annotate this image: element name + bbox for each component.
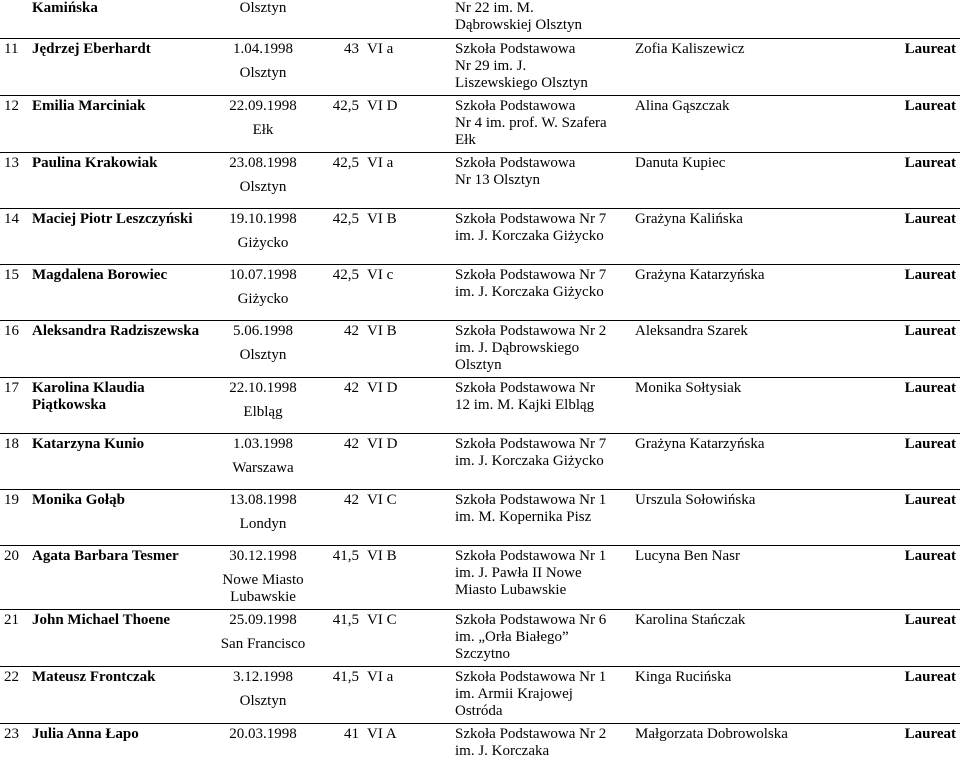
birth-date-city [211,208,315,264]
class-label: VI C [363,609,451,666]
class-label: VI a [363,666,451,723]
row-number: 20 [0,545,28,609]
award-badge: Laureat [838,95,960,152]
school-line: Szkoła Podstawowa [455,154,576,171]
class-label: VI c [363,264,451,320]
birth-city: Warszawa [232,459,294,476]
birth-city: Olsztyn [239,178,287,195]
birth-city: Olsztyn [239,0,287,16]
points: 41 [315,723,363,763]
award-badge: Laureat [838,609,960,666]
teacher-name [631,0,838,38]
class-label: VI B [363,208,451,264]
birth-city: Nowe Miasto Lubawskie [222,571,304,605]
teacher-name: Alina Gąszczak [631,95,838,152]
teacher-name: Zofia Kaliszewicz [631,38,838,95]
birth-date-city [211,152,315,208]
school-name [451,95,631,152]
birth-date: 1.04.1998 [233,40,293,57]
points: 42 [315,433,363,489]
birth-date-city [211,320,315,377]
award-badge: Laureat [838,264,960,320]
teacher-name: Lucyna Ben Nasr [631,545,838,609]
school-line: im. J. Korczaka Giżycko [455,452,604,469]
table-row [0,95,960,152]
table-row [0,433,960,489]
school-line: Szkoła Podstawowa [455,40,576,57]
teacher-name: Monika Sołtysiak [631,377,838,433]
table-row [0,545,960,609]
school-line: Nr 4 im. prof. W. Szafera [455,114,607,131]
award-badge: Laureat [838,208,960,264]
school-name [451,666,631,723]
school-line: Szczytno [455,645,510,662]
school-line: Liszewskiego Olsztyn [455,74,588,91]
award-badge: Laureat [838,723,960,763]
student-name: Agata Barbara Tesmer [28,545,211,609]
school-line: Szkoła Podstawowa Nr 2 [455,725,607,742]
row-number: 16 [0,320,28,377]
school-name [451,152,631,208]
school-line: Dąbrowskiej Olsztyn [455,17,583,33]
points: 41,5 [315,666,363,723]
row-number: 18 [0,433,28,489]
teacher-name: Grażyna Kalińska [631,208,838,264]
birth-city: Giżycko [237,290,289,307]
birth-date: 3.12.1998 [233,668,293,685]
birth-date-city [211,377,315,433]
points: 42,5 [315,264,363,320]
school-line: Szkoła Podstawowa Nr 7 [455,210,607,227]
row-number: 14 [0,208,28,264]
school-line: Nr 29 im. J. [455,57,527,74]
class-label: VI D [363,95,451,152]
birth-city: Ełk [252,121,274,138]
class-label: VI C [363,489,451,545]
birth-date-city [211,38,315,95]
school-name [451,723,631,763]
teacher-name: Aleksandra Szarek [631,320,838,377]
school-line: 12 im. M. Kajki Elbląg [455,396,595,413]
teacher-name: Karolina Stańczak [631,609,838,666]
table-row [0,489,960,545]
school-name [451,377,631,433]
school-line: im. „Orła Białego” [455,628,569,645]
school-line: im. J. Korczaka [455,742,550,759]
student-name: Magdalena Borowiec [28,264,211,320]
birth-date: 30.12.1998 [229,547,297,564]
birth-date: 25.09.1998 [229,611,297,628]
birth-date-city [211,0,315,38]
award-badge: Laureat [838,320,960,377]
school-name [451,264,631,320]
school-line: Nr 22 im. M. [455,0,534,16]
points [315,0,363,38]
award-badge [838,0,960,38]
class-label: VI B [363,545,451,609]
school-line: im. J. Dąbrowskiego [455,339,580,356]
school-name [451,208,631,264]
points: 42,5 [315,95,363,152]
school-name [451,489,631,545]
award-badge: Laureat [838,38,960,95]
table-row [0,723,960,763]
school-line: Szkoła Podstawowa Nr 7 [455,435,607,452]
school-line: Ostróda [455,702,503,719]
birth-date: 20.03.1998 [229,725,297,742]
school-line: im. Armii Krajowej [455,685,573,702]
row-number: 11 [0,38,28,95]
award-badge: Laureat [838,377,960,433]
school-line: Ełk [455,131,476,148]
school-line: Szkoła Podstawowa Nr 1 [455,491,607,508]
table-row [0,208,960,264]
school-name [451,0,631,38]
school-line: Szkoła Podstawowa Nr 2 [455,322,607,339]
award-badge: Laureat [838,489,960,545]
table-row [0,38,960,95]
award-badge: Laureat [838,545,960,609]
student-name: Julia Anna Łapo [28,723,211,763]
row-number: 15 [0,264,28,320]
table-row [0,320,960,377]
row-number: 22 [0,666,28,723]
birth-date-city [211,489,315,545]
points: 42 [315,320,363,377]
table-row [0,264,960,320]
student-name: Maciej Piotr Leszczyński [28,208,211,264]
teacher-name: Grażyna Katarzyńska [631,264,838,320]
school-line: Olsztyn [455,356,502,373]
student-name: Aleksandra Radziszewska [28,320,211,377]
birth-date-city [211,545,315,609]
birth-date: 1.03.1998 [233,435,293,452]
student-name: Monika Gołąb [28,489,211,545]
points: 42,5 [315,208,363,264]
student-name: Kamińska [32,0,98,16]
birth-date: 19.10.1998 [229,210,297,227]
teacher-name: Grażyna Katarzyńska [631,433,838,489]
birth-date-city [211,666,315,723]
birth-date: 13.08.1998 [229,491,297,508]
school-name [451,320,631,377]
table-row [0,609,960,666]
school-line: im. J. Korczaka Giżycko [455,227,604,244]
row-number: 12 [0,95,28,152]
row-number: 17 [0,377,28,433]
school-name [451,609,631,666]
class-label: VI D [363,433,451,489]
birth-city: Elbląg [243,403,283,420]
birth-date: 10.07.1998 [229,266,297,283]
school-line: Szkoła Podstawowa Nr [455,379,595,396]
school-line: Miasto Lubawskie [455,581,567,598]
row-number: 21 [0,609,28,666]
points: 42,5 [315,152,363,208]
points: 42 [315,377,363,433]
table-row [0,152,960,208]
school-line: Szkoła Podstawowa Nr 7 [455,266,607,283]
birth-date-city [211,723,315,763]
student-name: Katarzyna Kunio [28,433,211,489]
school-line: Nr 13 Olsztyn [455,171,540,188]
table-row [0,0,960,38]
birth-city: Giżycko [237,234,289,251]
school-line: Szkoła Podstawowa Nr 1 [455,668,607,685]
birth-date-city [211,95,315,152]
points: 42 [315,489,363,545]
birth-date-city [211,264,315,320]
class-label: VI D [363,377,451,433]
school-line: im. J. Pawła II Nowe [455,564,582,581]
birth-date: 22.09.1998 [229,97,297,114]
award-badge: Laureat [838,666,960,723]
row-number: 19 [0,489,28,545]
school-line: im. J. Korczaka Giżycko [455,283,604,300]
award-badge: Laureat [838,152,960,208]
student-name: Karolina Klaudia Piątkowska [28,377,211,433]
table-row [0,666,960,723]
class-label [363,0,451,38]
points: 41,5 [315,609,363,666]
school-line: Szkoła Podstawowa Nr 6 [455,611,607,628]
class-label: VI a [363,152,451,208]
teacher-name: Małgorzata Dobrowolska [631,723,838,763]
student-name: Jędrzej Eberhardt [28,38,211,95]
birth-city: Londyn [239,515,287,532]
row-number [0,0,28,38]
birth-city: Olsztyn [239,64,287,81]
table-row [0,377,960,433]
class-label: VI A [363,723,451,763]
birth-city: Olsztyn [239,346,287,363]
birth-city: Olsztyn [239,692,287,709]
student-name: John Michael Thoene [28,609,211,666]
points: 43 [315,38,363,95]
school-line: Szkoła Podstawowa Nr 1 [455,547,607,564]
points: 41,5 [315,545,363,609]
birth-date: 23.08.1998 [229,154,297,171]
school-line: im. M. Kopernika Pisz [455,508,592,525]
birth-city: San Francisco [220,635,306,652]
teacher-name: Danuta Kupiec [631,152,838,208]
student-name: Mateusz Frontczak [28,666,211,723]
birth-date-city [211,433,315,489]
birth-date: 22.10.1998 [229,379,297,396]
teacher-name: Urszula Sołowińska [631,489,838,545]
school-name [451,433,631,489]
school-name [451,38,631,95]
teacher-name: Kinga Rucińska [631,666,838,723]
school-line: Szkoła Podstawowa [455,97,576,114]
class-label: VI B [363,320,451,377]
class-label: VI a [363,38,451,95]
award-badge: Laureat [838,433,960,489]
row-number: 13 [0,152,28,208]
school-name [451,545,631,609]
row-number: 23 [0,723,28,763]
student-name: Emilia Marciniak [28,95,211,152]
student-name: Paulina Krakowiak [28,152,211,208]
birth-date: 5.06.1998 [233,322,293,339]
birth-date-city [211,609,315,666]
